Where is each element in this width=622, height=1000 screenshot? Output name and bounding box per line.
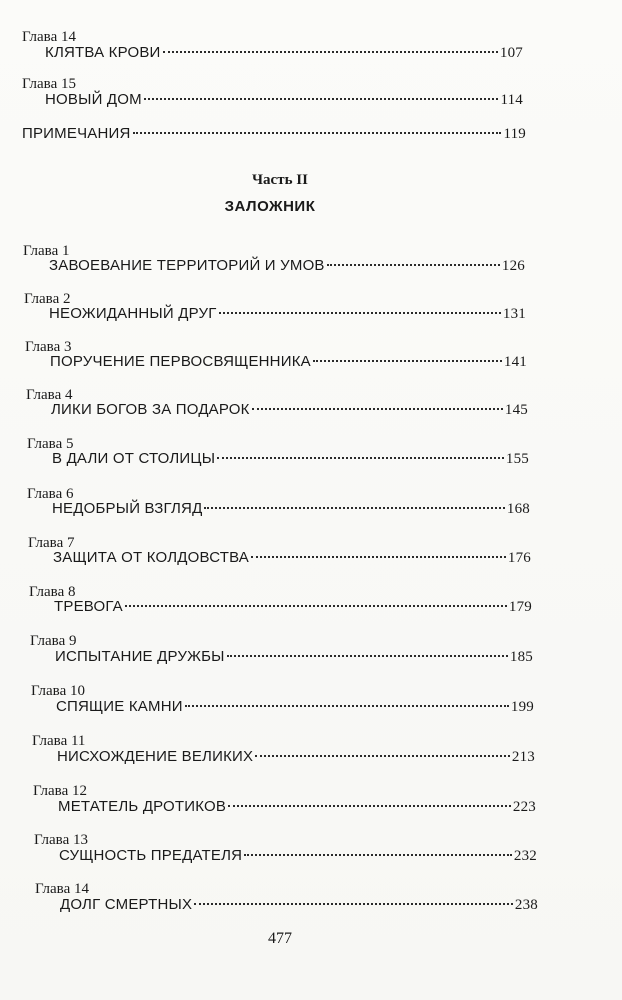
page-ref: 131 [502, 306, 526, 322]
toc-entry[interactable] [45, 44, 523, 66]
dot-leader [327, 264, 500, 266]
toc-entry[interactable] [56, 698, 534, 720]
toc-entry[interactable] [52, 500, 530, 522]
toc-entry[interactable] [54, 598, 532, 620]
dot-leader [185, 705, 509, 707]
dot-leader [227, 655, 508, 657]
page-ref: 232 [513, 848, 537, 864]
chapter-title: НЕДОБРЫЙ ВЗГЛЯД [52, 500, 203, 517]
dot-leader [228, 805, 511, 807]
toc-entry[interactable] [58, 798, 536, 820]
page-ref: 168 [506, 501, 530, 517]
page-ref: 126 [501, 258, 525, 274]
toc-entry[interactable] [55, 648, 533, 670]
toc-entry[interactable] [53, 549, 531, 571]
page-ref: 141 [503, 354, 527, 370]
page-ref: 223 [512, 799, 536, 815]
page-ref: 185 [509, 649, 533, 665]
dot-leader [217, 457, 504, 459]
notes-title: ПРИМЕЧАНИЯ [22, 125, 131, 142]
chapter-title: НОВЫЙ ДОМ [45, 91, 142, 108]
dot-leader [204, 507, 504, 509]
chapter-label: Глава 10 [31, 683, 85, 699]
chapter-title: СПЯЩИЕ КАМНИ [56, 698, 183, 715]
chapter-label: Глава 12 [33, 783, 87, 799]
dot-leader [163, 51, 498, 53]
chapter-title: ТРЕВОГА [54, 598, 123, 615]
chapter-label: Глава 3 [25, 339, 72, 355]
toc-entry[interactable] [51, 401, 528, 423]
part-label: Часть II [252, 172, 308, 188]
toc-entry[interactable] [49, 305, 526, 327]
toc-entry[interactable] [57, 748, 535, 770]
page-ref: 238 [514, 897, 538, 913]
chapter-title: ЗАЩИТА ОТ КОЛДОВСТВА [53, 549, 249, 566]
chapter-title: В ДАЛИ ОТ СТОЛИЦЫ [52, 450, 216, 467]
chapter-label: Глава 14 [35, 881, 89, 897]
page-ref: 107 [499, 45, 523, 61]
chapter-label: Глава 14 [22, 29, 76, 45]
dot-leader [251, 556, 506, 558]
chapter-title: МЕТАТЕЛЬ ДРОТИКОВ [58, 798, 227, 815]
chapter-title: СУЩНОСТЬ ПРЕДАТЕЛЯ [59, 847, 243, 864]
chapter-title: НИСХОЖДЕНИЕ ВЕЛИКИХ [57, 748, 254, 765]
toc-entry[interactable] [60, 896, 538, 918]
chapter-title: НЕОЖИДАННЫЙ ДРУГ [49, 305, 217, 322]
chapter-label: Глава 4 [26, 387, 73, 403]
page-number: 477 [268, 930, 292, 947]
part-title: ЗАЛОЖНИК [224, 198, 316, 215]
chapter-label: Глава 7 [28, 535, 75, 551]
dot-leader [313, 360, 502, 362]
page-ref: 145 [504, 402, 528, 418]
dot-leader [255, 755, 510, 757]
dot-leader [219, 312, 501, 314]
dot-leader [125, 605, 507, 607]
chapter-label: Глава 2 [24, 291, 71, 307]
chapter-title: ПОРУЧЕНИЕ ПЕРВОСВЯЩЕННИКА [50, 353, 311, 370]
chapter-title: ДОЛГ СМЕРТНЫХ [60, 896, 193, 913]
chapter-title: ИСПЫТАНИЕ ДРУЖБЫ [55, 648, 225, 665]
toc-entry[interactable] [59, 847, 537, 869]
chapter-label: Глава 9 [30, 633, 77, 649]
chapter-label: Глава 15 [22, 76, 76, 92]
dot-leader [144, 98, 499, 100]
chapter-label: Глава 13 [34, 832, 88, 848]
page-ref: 176 [507, 550, 531, 566]
toc-entry-notes[interactable] [22, 125, 526, 147]
page-ref: 119 [503, 126, 526, 142]
chapter-title: КЛЯТВА КРОВИ [45, 44, 161, 61]
page-ref: 114 [500, 92, 523, 108]
chapter-label: Глава 6 [27, 486, 74, 502]
dot-leader [194, 903, 513, 905]
page-ref: 179 [508, 599, 532, 615]
toc-entry[interactable] [52, 450, 529, 472]
dot-leader [244, 854, 512, 856]
dot-leader [133, 132, 502, 134]
chapter-label: Глава 8 [29, 584, 76, 600]
page-ref: 155 [505, 451, 529, 467]
chapter-title: ЗАВОЕВАНИЕ ТЕРРИТОРИЙ И УМОВ [49, 257, 325, 274]
chapter-label: Глава 5 [27, 436, 74, 452]
page-ref: 213 [511, 749, 535, 765]
toc-entry[interactable] [45, 91, 523, 113]
chapter-label: Глава 11 [32, 733, 86, 749]
toc-entry[interactable] [49, 257, 525, 279]
page-ref: 199 [510, 699, 534, 715]
toc-entry[interactable] [50, 353, 527, 375]
chapter-title: ЛИКИ БОГОВ ЗА ПОДАРОК [51, 401, 250, 418]
chapter-label: Глава 1 [23, 243, 70, 259]
dot-leader [252, 408, 503, 410]
